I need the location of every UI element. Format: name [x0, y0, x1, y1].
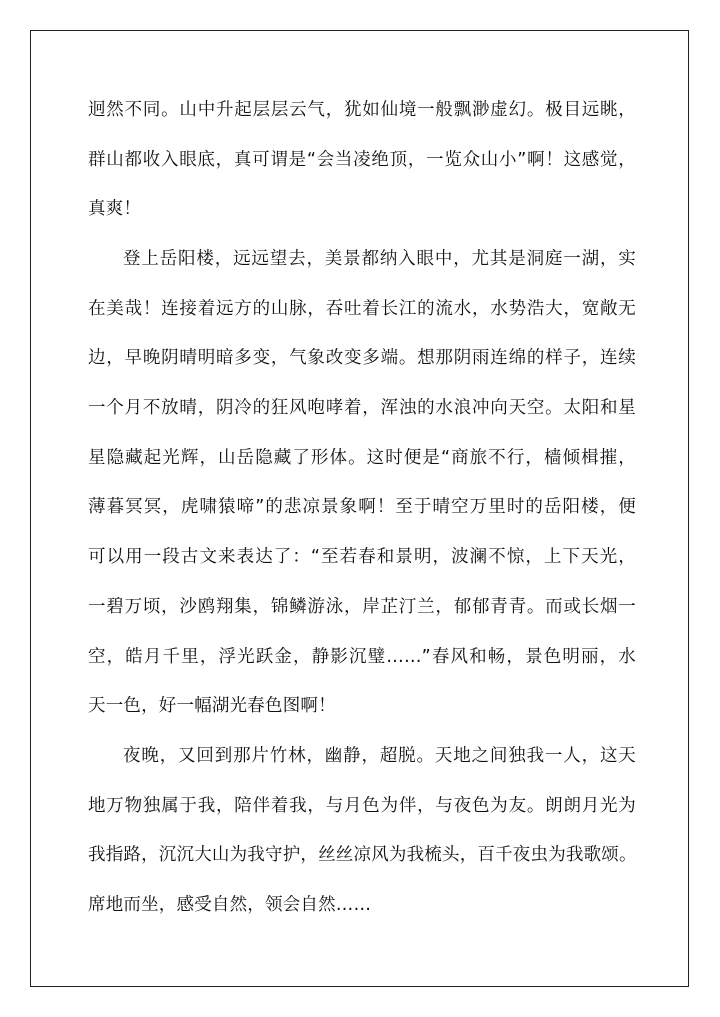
text-line: 真爽！	[88, 199, 142, 219]
text-line: 星隐藏起光辉，山岳隐藏了形体。这时便是“商旅不行，樯倾楫摧，	[88, 448, 636, 468]
text-line: 在美哉！连接着远方的山脉，吞吐着长江的流水，水势浩大，宽敞无	[88, 299, 636, 319]
text-line: 席地而坐，感受自然，领会自然……	[88, 895, 372, 915]
text-line: 空，皓月千里，浮光跃金，静影沉璧……”春风和畅，景色明丽，水	[88, 647, 636, 667]
text-line: 迥然不同。山中升起层层云气，犹如仙境一般飘渺虚幻。极目远眺，	[88, 100, 636, 120]
text-line: 边，早晚阴晴明暗多变，气象改变多端。想那阴雨连绵的样子，连续	[88, 348, 636, 368]
text-line: 登上岳阳楼，远远望去，美景都纳入眼中，尤其是洞庭一湖，实	[123, 249, 636, 269]
text-line: 一碧万顷，沙鸥翔集，锦鳞游泳，岸芷汀兰，郁郁青青。而或长烟一	[88, 597, 636, 617]
text-line: 群山都收入眼底，真可谓是“会当凌绝顶，一览众山小”啊！这感觉，	[88, 150, 636, 170]
text-line: 天一色，好一幅湖光春色图啊！	[88, 696, 336, 716]
text-line: 我指路，沉沉大山为我守护，丝丝凉风为我梳头，百千夜虫为我歌颂。	[88, 845, 637, 865]
text-line: 夜晚，又回到那片竹林，幽静，超脱。天地之间独我一人，这天	[123, 746, 636, 766]
text-line: 薄暮冥冥，虎啸猿啼”的悲凉景象啊！至于晴空万里时的岳阳楼，便	[88, 497, 636, 517]
text-line: 一个月不放晴，阴冷的狂风咆哮着，浑浊的水浪冲向天空。太阳和星	[88, 398, 636, 418]
text-line: 地万物独属于我，陪伴着我，与月色为伴，与夜色为友。朗朗月光为	[88, 796, 636, 816]
text-line: 可以用一段古文来表达了：“至若春和景明，波澜不惊，上下天光，	[88, 547, 636, 567]
